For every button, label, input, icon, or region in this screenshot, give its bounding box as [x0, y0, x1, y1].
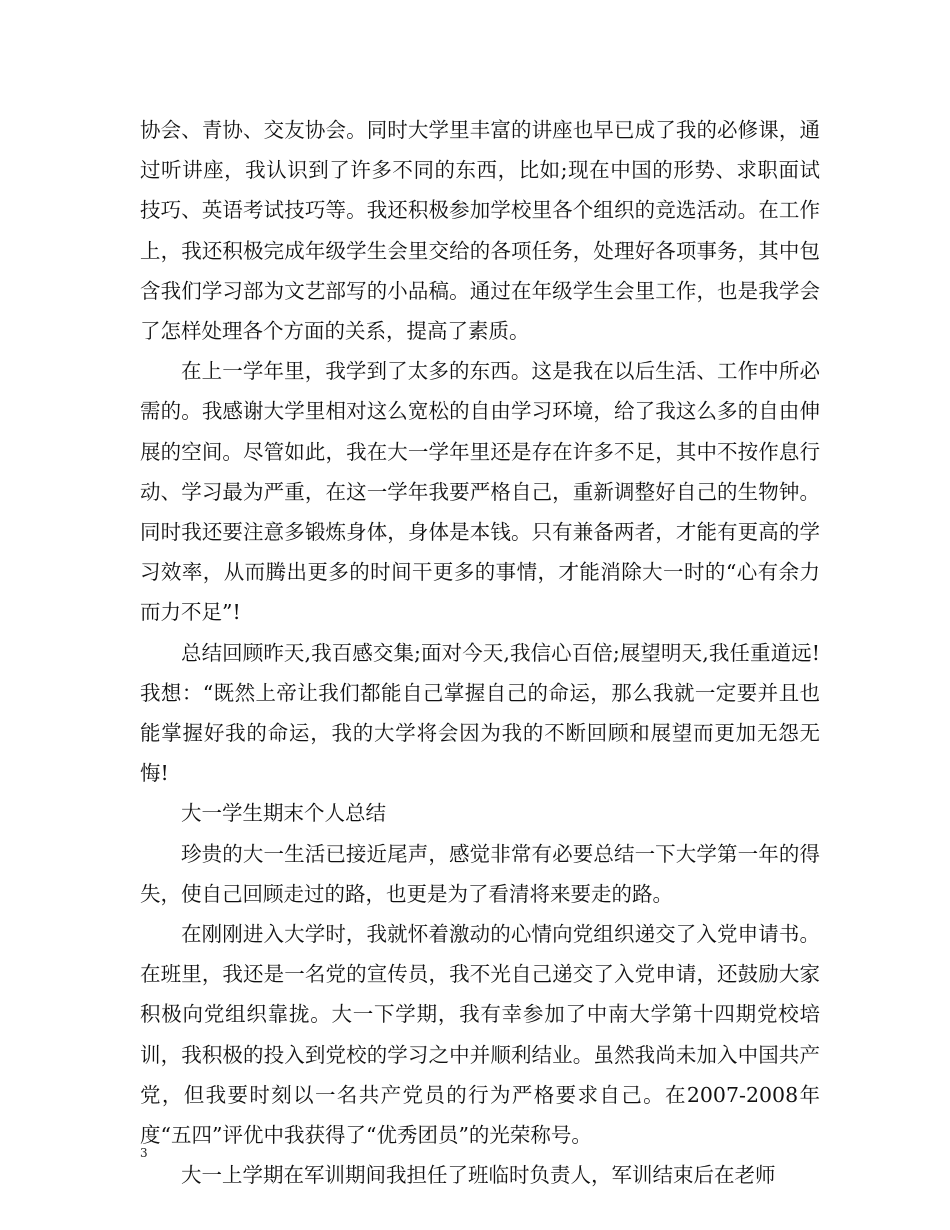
document-body	[140, 110, 820, 1195]
paragraph-1-continued: 协会、青协、交友协会。同时大学里丰富的讲座也早已成了我的必修课，通过听讲座，我认识到了许多不同的东西，比如;现在中国的形势、求职面试技巧、英语考试技巧等。我还积极参加学校里各个组织的竞选活动。在工作上，我还积极完成年级学生会里交给的各项任务，处理好各项事务，其中包含我们学习部为文艺部写的小品稿。通过在年级学生会里工作，也是我学会了怎样处理各个方面的关系，提高了素质。	[140, 118, 820, 344]
page-number: 3	[140, 1146, 148, 1160]
paragraph-2: 在上一学年里，我学到了太多的东西。这是我在以后生活、工作中所必需的。我感谢大学里相对这么宽松的自由学习环境，给了我这么多的自由伸展的空间。尽管如此，我在大一学年里还是存在许多不足，其中不按作息行动、学习最为严重，在这一学年我要严格自己，重新调整好自己的生物钟。同时我还要注意多锻炼身体，身体是本钱。只有兼备两者，才能有更高的学习效率，从而腾出更多的时间干更多的事情，才能消除大一时的“心有余力而力不足”!	[140, 359, 820, 625]
paragraph-5: 在刚刚进入大学时，我就怀着激动的心情向党组织递交了入党申请书。在班里，我还是一名党的宣传员，我不光自己递交了入党申请，还鼓励大家积极向党组织靠拢。大一下学期，我有幸参加了中南大学第十四期党校培训，我积极的投入到党校的学习之中并顺利结业。虽然我尚未加入中国共产党，但我要时刻以一名共产党员的行为严格要求自己。在2007-2008年度“五四”评优中我获得了“优秀团员”的光荣称号。	[140, 922, 820, 1148]
paragraph-4: 珍贵的大一生活已接近尾声，感觉非常有必要总结一下大学第一年的得失，使自己回顾走过的路，也更是为了看清将来要走的路。	[140, 841, 820, 906]
paragraph-3: 总结回顾昨天,我百感交集;面对今天,我信心百倍;展望明天,我任重道远!我想：“既然上帝让我们都能自己掌握自己的命运，那么我就一定要并且也能掌握好我的命运，我的大学将会因为我的不断回顾和展望而更加无怨无悔!	[140, 640, 820, 786]
paragraph-6: 大一上学期在军训期间我担任了班临时负责人，军训结束后在老师	[181, 1163, 776, 1188]
section-heading: 大一学生期末个人总结	[181, 801, 386, 826]
